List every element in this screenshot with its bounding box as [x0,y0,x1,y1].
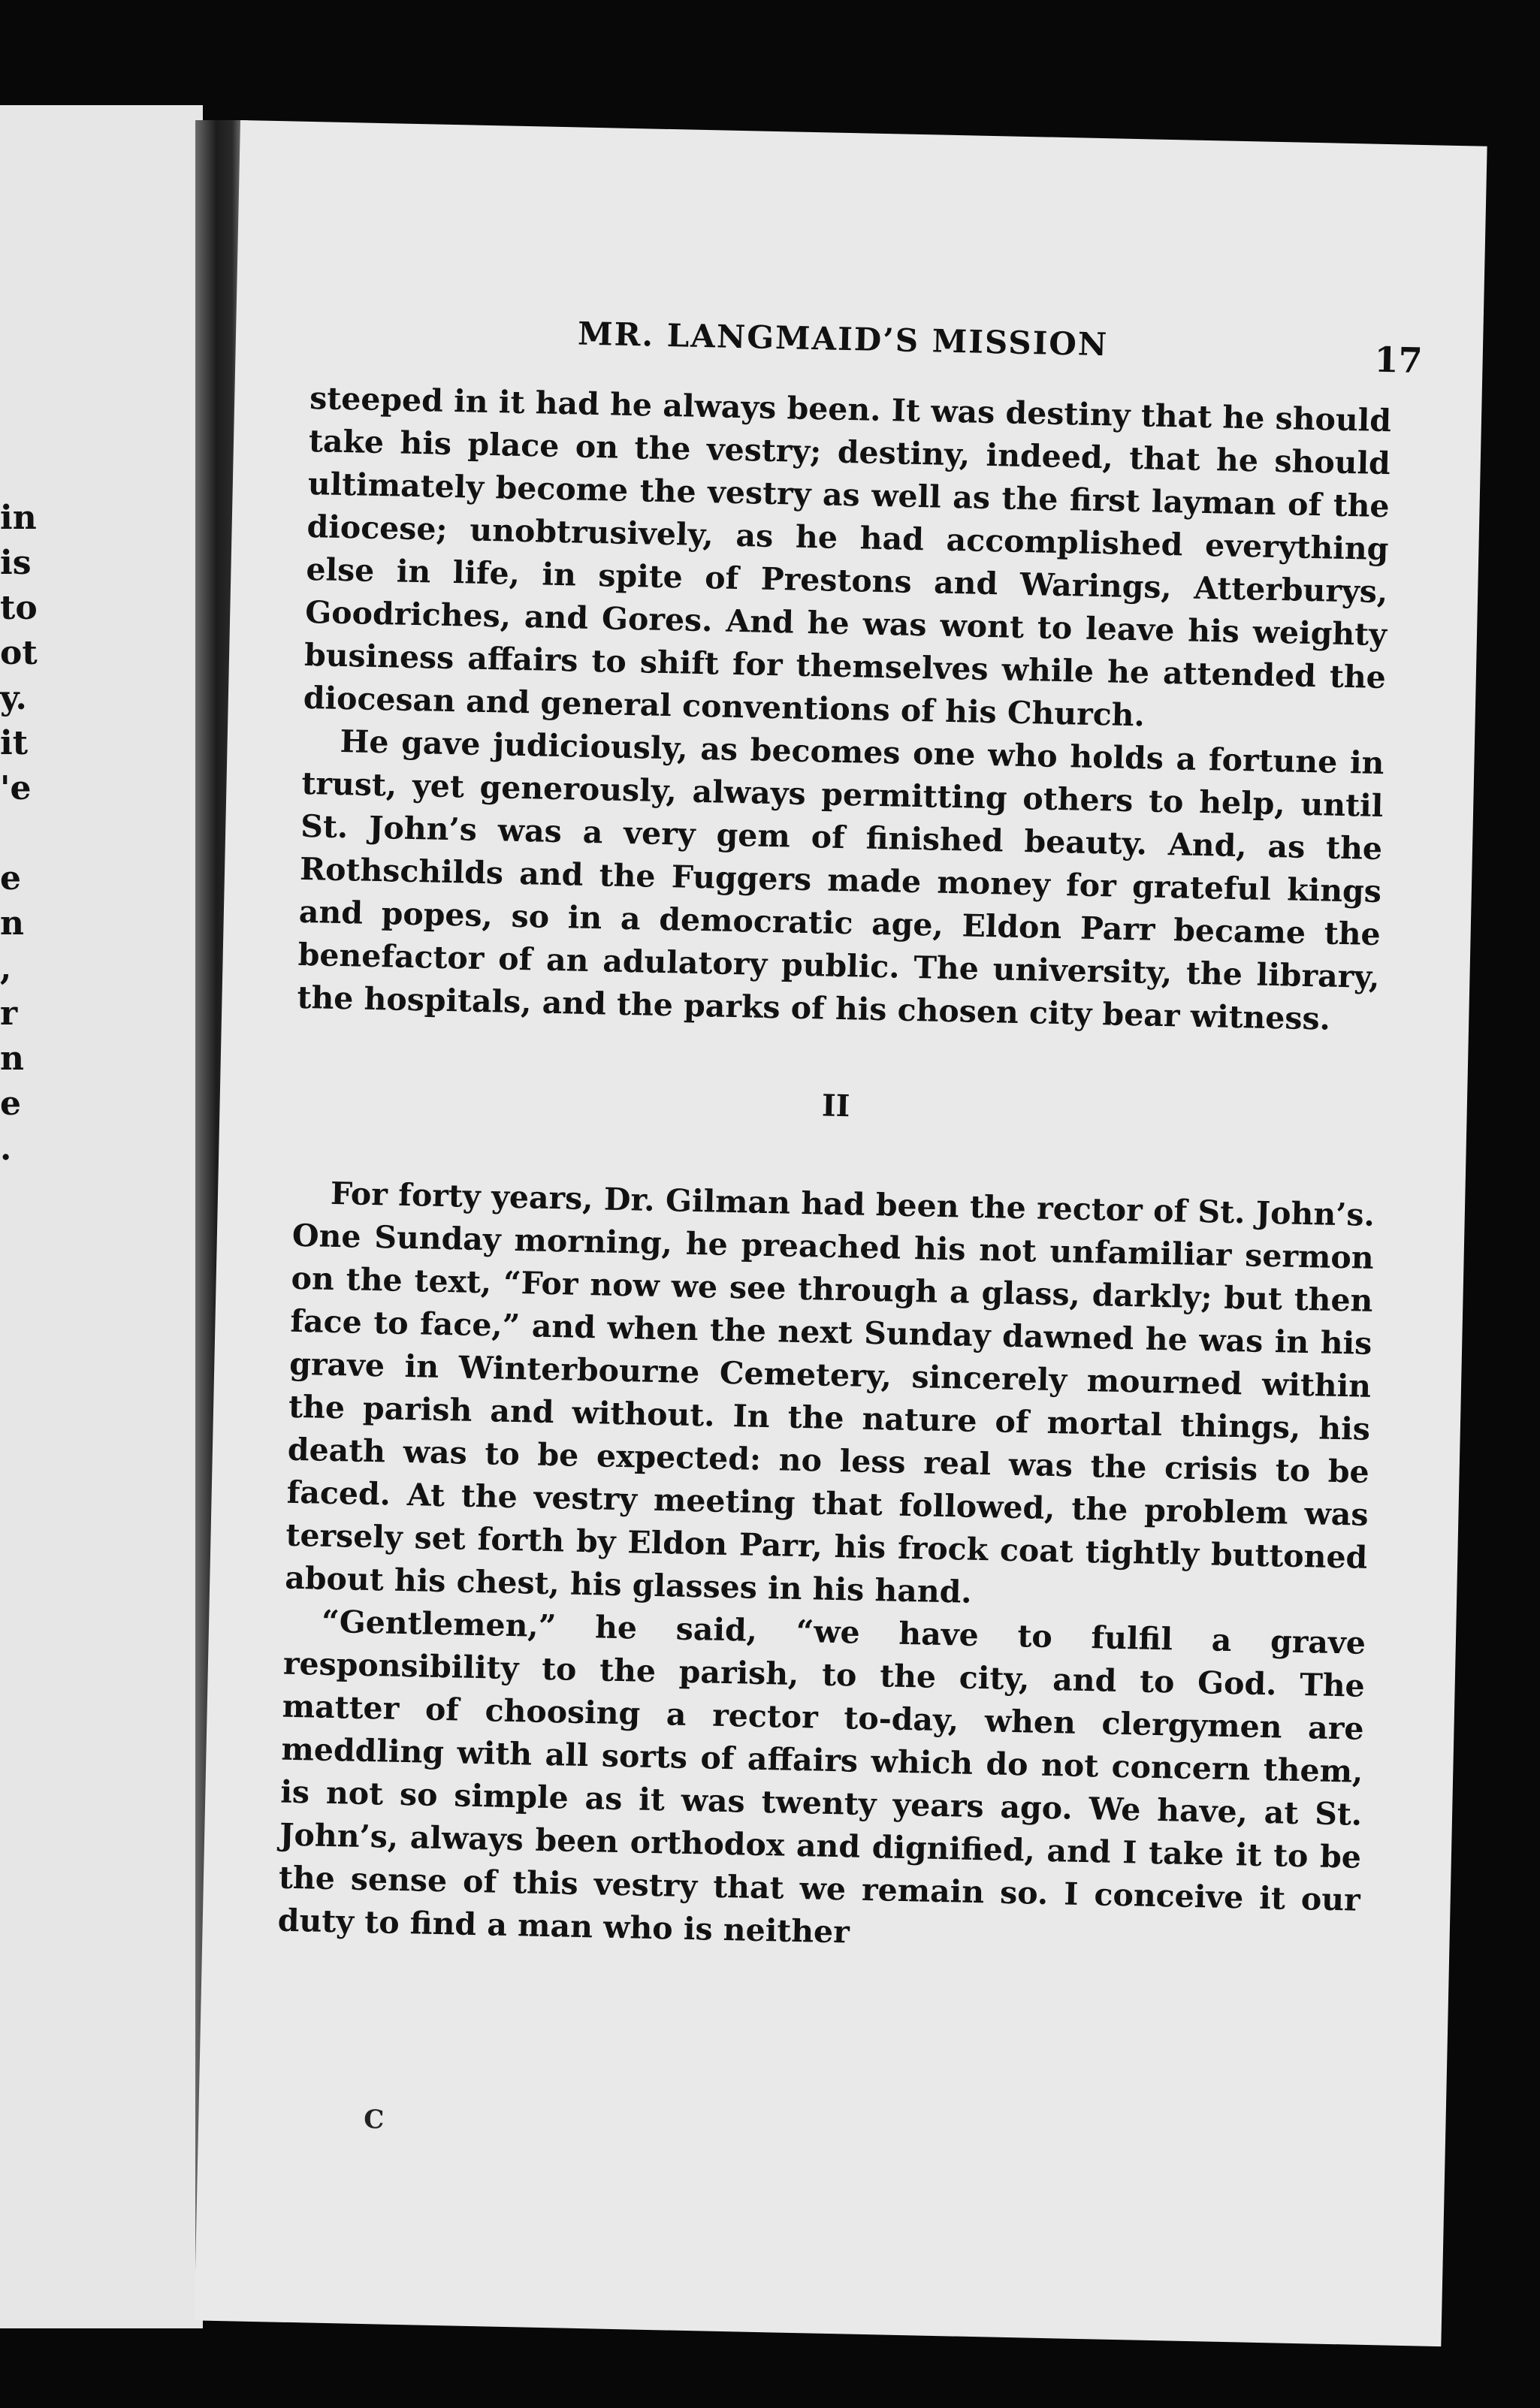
left-fragment [0,811,60,856]
left-page-edge [0,105,203,2328]
left-fragment: . [0,1130,12,1168]
page-body [277,377,1391,1965]
paragraph: steeped in it had he always been. It was destiny that he should take his place on the vestry; destiny, indeed, that he should ultimately become the vestry as well as the first layman of the diocese; unobtrusively, as he had accomplished everything else in life, in spite of Prestons and Warings, Atterburys, Goodriches, and Gores. And he was wont to leave his weighty business affairs to shift for themselves while he attended the diocesan and general conventions of his Church. [303,380,1392,734]
left-fragment: e [0,1085,21,1123]
left-fragment: e [0,859,21,898]
left-fragment: n [0,1040,24,1078]
page-number: 17 [1374,339,1424,382]
left-fragment: y. [0,679,27,717]
left-fragment: is [0,544,32,582]
left-fragment: r [0,994,18,1033]
left-fragment: it [0,724,29,762]
section-heading: II [821,1088,850,1124]
paragraph: For forty years, Dr. Gilman had been the rector of St. John’s. One Sunday morning, he preached his not unfamiliar sermon on the text, “For now we see through a glass, darkly; but then face to face,” and when the next Sunday dawned he was in his grave in Winterbourne Cemetery, sincerely mourned within the parish and without. In the nature of mortal things, his death was to be expected: no less real was the crisis to be faced. At the vestry meeting that followed, the problem was tersely set forth by Eldon Parr, his frock coat tightly buttoned about his chest, his glasses in his hand. [284,1175,1375,1610]
running-title: MR. LANGMAID’S MISSION [577,315,1109,364]
left-fragment: ot [0,634,38,672]
page-header [235,308,1483,387]
paragraph: “Gentlemen,” he said, “we have to fulfil a grave responsibility to the parish, to the city, and to God. The matter of choosing a rector to-day, when clergymen are meddling with all sorts of affairs which do not concern them, is not so simple as it was twenty years ago. We have, at St. John’s, always been orthodox and dignified, and I take it to be the sense of this vestry that we remain so. I conceive it our duty to find a man who is neither [277,1603,1366,1951]
left-fragment: n [0,904,24,943]
left-page-text-fragments [0,496,60,1172]
left-fragment: to [0,589,38,627]
paragraph: He gave judiciously, as becomes one who holds a fortune in trust, yet generously, always permitting others to help, until St. John’s was a very gem of finished beauty. And, as the Rothschilds and the Fuggers made money for grateful kings and popes, so in a democratic age, Eldon Parr became the benefactor of an adulatory public. The university, the library, the hospitals, and the parks of his chosen city bear witness. [297,723,1384,1037]
left-fragment: , [0,949,12,988]
left-fragment: in [0,499,37,537]
left-fragment: 'e [0,769,32,807]
signature-mark: C [363,2105,385,2135]
right-page [195,120,1487,2346]
